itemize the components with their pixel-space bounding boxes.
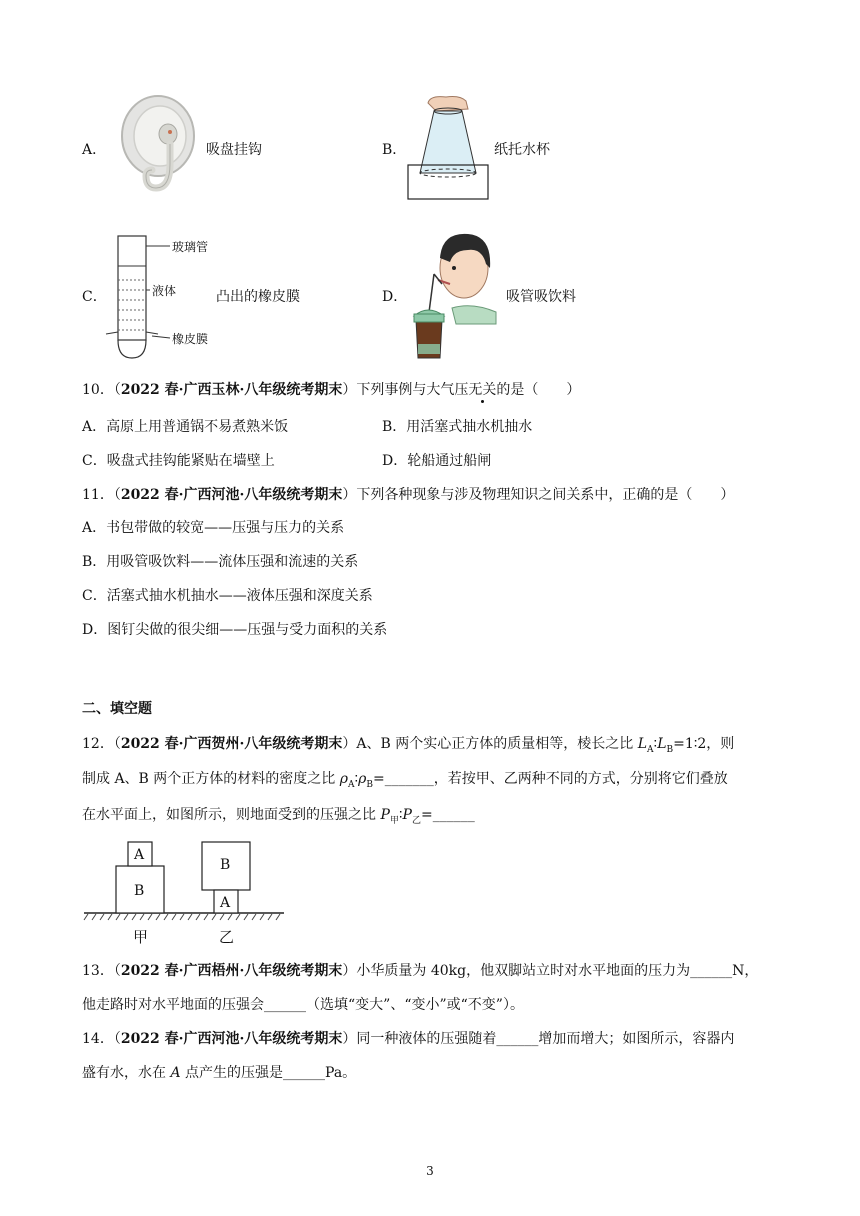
label-block-b-jia: B <box>134 883 145 899</box>
q13-source: 2022 春·广西梧州·八年级统考期末 <box>120 963 343 979</box>
label-block-b-yi: B <box>220 857 231 873</box>
q14-source: 2022 春·广西河池·八年级统考期末 <box>120 1031 343 1047</box>
page-number: 3 <box>426 1164 434 1178</box>
q11-option-d[interactable]: D．图钉尖做的很尖细——压强与受力面积的关系 <box>82 622 388 638</box>
caption-yi: 乙 <box>219 928 235 946</box>
option-d-letter: D． <box>382 289 408 305</box>
label-glass-tube: 玻璃管 <box>172 240 209 254</box>
boy-straw-image <box>412 228 502 364</box>
q10-option-a[interactable]: A．高原上用普通锅不易煮熟米饭 <box>82 419 289 435</box>
option-c-caption: 凸出的橡皮膜 <box>216 289 300 305</box>
q14-line-2: 盛有水，水在 A 点产生的压强是______Pa。 <box>82 1065 357 1081</box>
option-b-caption: 纸托水杯 <box>494 142 550 158</box>
label-liquid: 液体 <box>152 284 177 298</box>
q11-source: 2022 春·广西河池·八年级统考期末 <box>120 487 343 503</box>
q11-option-b[interactable]: B．用吸管吸饮料——流体压强和流速的关系 <box>82 554 359 570</box>
q13-line-1: 13．（2022 春·广西梧州·八年级统考期末）小华质量为 40kg，他双脚站立时对水平地面的压力为______N， <box>82 963 759 979</box>
q11-option-c[interactable]: C．活塞式抽水机抽水——液体压强和深度关系 <box>82 588 373 604</box>
label-block-a-yi: A <box>220 895 231 911</box>
q12-line-1: 12．（2022 春·广西贺州·八年级统考期末）A、B 两个实心正方体的质量相等，棱长之比 $L_A∶L_B=1∶2$，则 <box>82 736 735 755</box>
q10-option-c[interactable]: C．吸盘式挂钩能紧贴在墙壁上 <box>82 453 275 469</box>
q13-line-2: 他走路时对水平地面的压强会______（选填“变大”、“变小”或“不变”）。 <box>82 997 524 1013</box>
paper-cup-image <box>406 95 486 205</box>
q11-stem: 11．（2022 春·广西河池·八年级统考期末）下列各种现象与涉及物理知识之间关系中，正确的是（ ） <box>82 487 735 503</box>
option-a-caption: 吸盘挂钩 <box>206 142 262 158</box>
q10-emphasis: 无关 <box>468 382 497 398</box>
q12-line-3: 在水平面上，如图所示，则地面受到的压强之比 $P_甲∶P_乙=\_\_\_\_\_\_$ <box>82 807 475 826</box>
label-membrane: 橡皮膜 <box>172 332 209 346</box>
q14-line-1: 14．（2022 春·广西河池·八年级统考期末）同一种液体的压强随着______增加而增大；如图所示，容器内 <box>82 1031 735 1047</box>
caption-jia: 甲 <box>133 928 149 946</box>
stacked-blocks-figure <box>84 840 284 916</box>
suction-hook-image <box>118 92 198 202</box>
q12-line-2: 制成 A、B 两个正方体的材料的密度之比 $\rho_A∶\rho_B=\_\_\_\_\_\_\_$，若按甲、乙两种不同的方式，分别将它们叠放 <box>82 771 728 790</box>
q12-source: 2022 春·广西贺州·八年级统考期末 <box>120 736 343 752</box>
q10-source: 2022 春·广西玉林·八年级统考期末 <box>120 382 343 398</box>
option-b-letter: B． <box>382 142 407 158</box>
q10-stem: 10．（2022 春·广西玉林·八年级统考期末）下列事例与大气压无关的是（ ） <box>82 382 581 398</box>
label-block-a-jia: A <box>134 847 145 863</box>
q11-option-a[interactable]: A．书包带做的较宽——压强与压力的关系 <box>82 520 345 536</box>
option-d-caption: 吸管吸饮料 <box>506 289 576 305</box>
option-a-letter: A． <box>82 142 107 158</box>
q10-option-b[interactable]: B．用活塞式抽水机抽水 <box>382 419 533 435</box>
section-heading: 二、填空题 <box>82 701 152 717</box>
option-c-letter: C． <box>82 289 107 305</box>
q10-option-d[interactable]: D．轮船通过船闸 <box>382 453 492 469</box>
